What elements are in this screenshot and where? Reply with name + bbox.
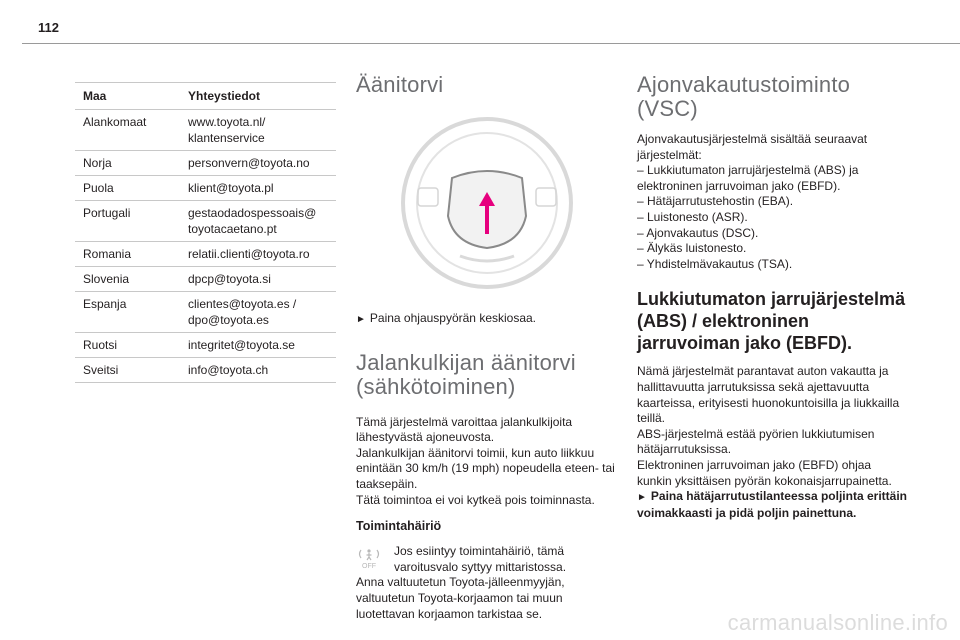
- list-item: – Hätäjarrutustehostin (EBA).: [637, 194, 794, 209]
- contact-cell: gestaodadospessoais@ toyotacaetano.pt: [181, 201, 336, 242]
- country-cell: Ruotsi: [76, 333, 182, 358]
- country-cell: Portugali: [76, 201, 182, 242]
- contact-cell: info@toyota.ch: [181, 358, 336, 383]
- steering-wheel-illustration: [400, 116, 574, 290]
- country-cell: Alankomaat: [76, 110, 182, 151]
- country-cell: Espanja: [76, 292, 182, 333]
- bullet-arrow-icon: ►: [356, 314, 366, 325]
- vsc-title: Ajonvakautustoiminto (VSC): [637, 72, 851, 121]
- malfunction-text: Jos esiintyy toimintahäiriö, tämä varoitusvalo syttyy mittaristossa.: [394, 544, 567, 574]
- column-header-country: Maa: [76, 83, 182, 110]
- footer-watermark: carmanualsonline.info: [727, 610, 948, 635]
- table-row: [76, 176, 337, 201]
- malfunction-warning: [356, 544, 618, 575]
- country-cell: Norja: [76, 151, 182, 176]
- vsc-column: [637, 70, 907, 521]
- pedestrian-horn-paragraph-3: Tätä toimintoa ei voi kytkeä pois toiminnasta.: [356, 492, 595, 507]
- country-cell: Romania: [76, 242, 182, 267]
- horn-instruction: ► Paina ohjauspyörän keskiosaa.: [356, 311, 537, 325]
- table-row: [76, 242, 337, 267]
- horn-column: [356, 70, 618, 622]
- list-item: – Ajonvakautus (DSC).: [637, 225, 759, 240]
- abs-paragraph-1: Nämä järjestelmät parantavat auton vakautta ja hallittavuutta jarrutuksissa sekä ajettavuutta kaarteissa, erityisesti huonokuntoisilla ja liukkailla teillä.: [637, 364, 900, 426]
- abs-paragraph-2: ABS-järjestelmä estää pyörien lukkiutumisen hätäjarrutuksissa.: [637, 426, 875, 457]
- header-divider: [22, 43, 960, 44]
- malfunction-heading: Toimintahäiriö: [356, 519, 442, 534]
- country-cell: Slovenia: [76, 267, 182, 292]
- svg-text:OFF: OFF: [362, 563, 376, 571]
- pedestrian-horn-paragraph-1: Tämä järjestelmä varoittaa jalankulkijoita lähestyvästä ajoneuvosta.: [356, 414, 573, 445]
- country-cell: Sveitsi: [76, 358, 182, 383]
- table-row: [76, 110, 337, 151]
- contact-cell: clientes@toyota.es / dpo@toyota.es: [181, 292, 336, 333]
- abs-paragraph-3: Elektroninen jarruvoiman jako (EBFD) ohjaa kunkin yksittäisen pyörän kokonaisjarrupainetta.: [637, 457, 892, 488]
- vsc-systems-list: [637, 163, 907, 272]
- country-cell: Puola: [76, 176, 182, 201]
- table-row: [76, 267, 337, 292]
- pedestrian-horn-title: Jalankulkijan äänitorvi (sähkötoiminen): [356, 349, 576, 399]
- column-header-contact: Yhteystiedot: [181, 83, 336, 110]
- contacts-table: [75, 82, 336, 383]
- list-item: – Yhdistelmävakautus (TSA).: [637, 256, 793, 271]
- page-number: 112: [38, 20, 59, 35]
- contact-cell: klient@toyota.pl: [181, 176, 336, 201]
- contact-cell: dpcp@toyota.si: [181, 267, 336, 292]
- list-item: – Lukkiutumaton jarrujärjestelmä (ABS) ja elektroninen jarruvoiman jako (EBFD).: [637, 163, 859, 193]
- contacts-table-body: [76, 110, 337, 383]
- horn-title: Äänitorvi: [356, 72, 444, 97]
- contact-cell: personvern@toyota.no: [181, 151, 336, 176]
- table-row: [76, 358, 337, 383]
- pedestrian-horn-paragraph-2: Jalankulkijan äänitorvi toimii, kun auto liikkuu enintään 30 km/h (19 mph) nopeudella eteen- tai taaksepäin.: [356, 445, 615, 491]
- abs-title: Lukkiutumaton jarrujärjestelmä (ABS) / elektroninen jarruvoiman jako (EBFD).: [637, 289, 906, 354]
- list-item: – Älykäs luistonesto.: [637, 241, 747, 256]
- table-row: [76, 292, 337, 333]
- abs-instruction: ► Paina hätäjarrutustilanteessa poljinta erittäin voimakkaasti ja pidä poljin painettuna.: [637, 489, 907, 520]
- table-row: [76, 201, 337, 242]
- contact-cell: integritet@toyota.se: [181, 333, 336, 358]
- malfunction-advice: Anna valtuutetun Toyota-jälleenmyyjän, valtuutetun Toyota-korjaamon tai muun luotettavan korjaamon tarkistaa se.: [356, 575, 565, 621]
- pedestrian-horn-off-warning-icon: [356, 546, 382, 570]
- contact-cell: www.toyota.nl/ klantenservice: [181, 110, 336, 151]
- contact-cell: relatii.clienti@toyota.ro: [181, 242, 336, 267]
- list-item: – Luistonesto (ASR).: [637, 209, 748, 224]
- vsc-intro: Ajonvakautusjärjestelmä sisältää seuraavat järjestelmät:: [637, 132, 868, 162]
- bullet-arrow-icon: ►: [637, 492, 647, 504]
- table-header-row: [76, 83, 337, 110]
- table-row: [76, 151, 337, 176]
- table-row: [76, 333, 337, 358]
